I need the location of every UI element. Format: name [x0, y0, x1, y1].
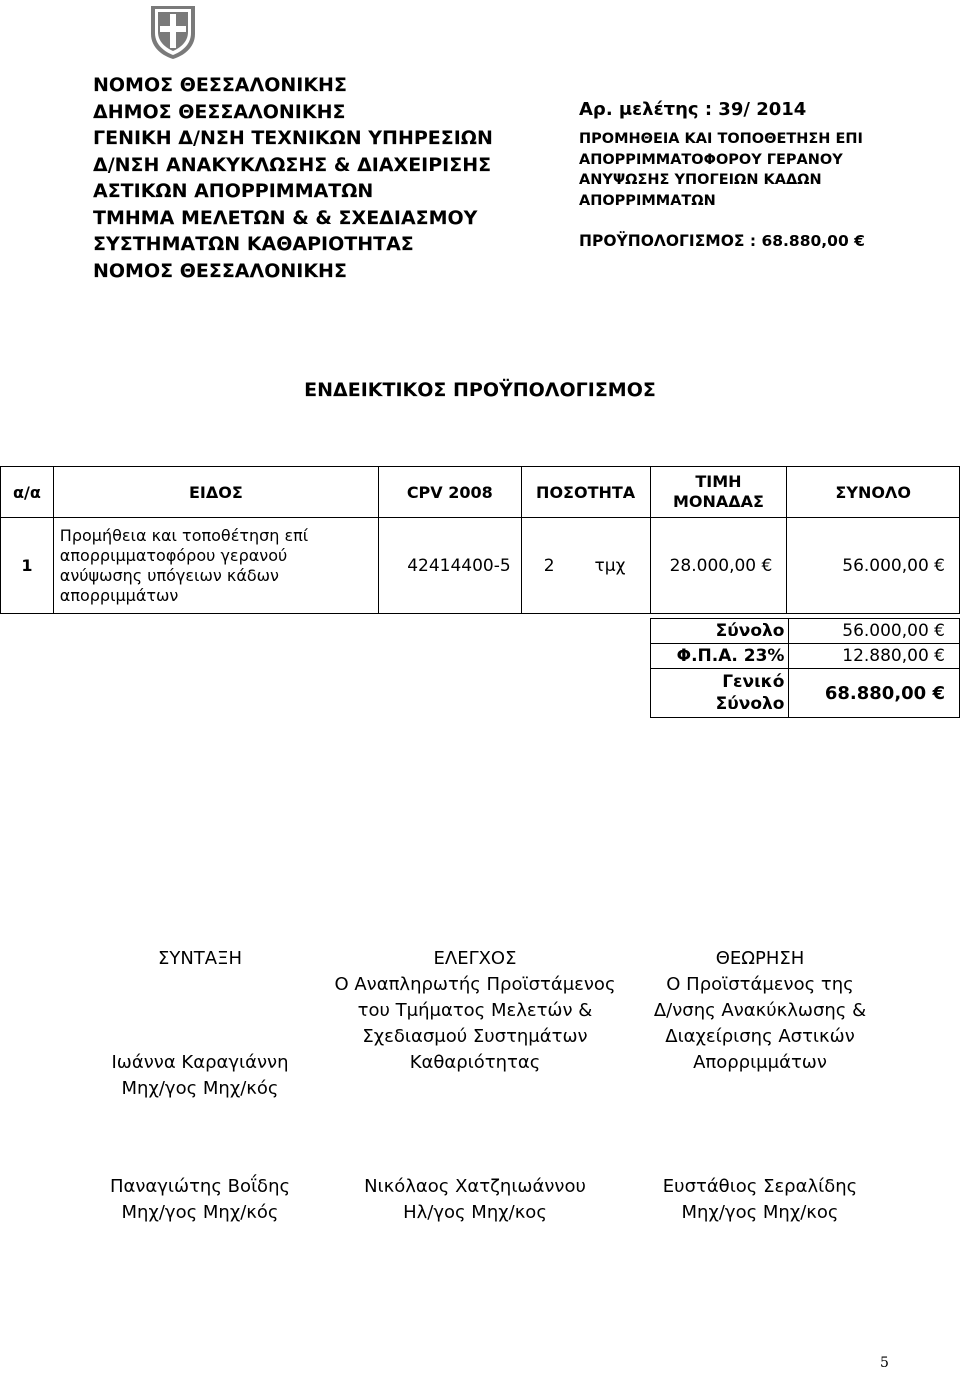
table-row: [1, 518, 960, 614]
grand-total-row: [651, 669, 960, 718]
subtotal-row: [651, 619, 960, 644]
summary-table: [650, 618, 960, 718]
project-line: ΑΠΟΡΡΙΜΜΑΤΩΝ: [579, 192, 716, 209]
signature-checked: [315, 946, 635, 1076]
signature-title: Μηχ/γος Μηχ/κός: [121, 1202, 279, 1223]
col-header-aa: α/α: [1, 467, 54, 518]
unit-price-header-line: ΜΟΝΑΔΑΣ: [672, 492, 764, 511]
col-header-quantity: ΠΟΣΟΤΗΤΑ: [521, 467, 650, 518]
description-line: ανύψωσης υπόγειων κάδων: [59, 565, 279, 585]
description-line: Προμήθεια και τοποθέτηση επί: [59, 525, 309, 545]
vat-value: 12.880,00 €: [789, 644, 960, 669]
vat-row: [651, 644, 960, 669]
subtotal-value: 56.000,00 €: [789, 619, 960, 644]
header-line: ΓΕΝΙΚΗ Δ/ΝΣΗ ΤΕΧΝΙΚΩΝ ΥΠΗΡΕΣΙΩΝ: [93, 127, 493, 149]
authority-header: [93, 72, 493, 284]
quantity-value: 2: [543, 555, 555, 576]
signature-line: ΣΥΝΤΑΞΗ: [157, 948, 243, 969]
signature-title: Μηχ/γος Μηχ/κος: [681, 1202, 839, 1223]
signature-line: [60, 998, 340, 1024]
col-header-unit-price: [650, 467, 787, 518]
signature-line: Σχεδιασμού Συστημάτων: [362, 1026, 588, 1047]
project-line: ΠΡΟΜΗΘΕΙΑ ΚΑΙ ΤΟΠΟΘΕΤΗΣΗ ΕΠΙ: [579, 131, 863, 147]
header-line: ΔΗΜΟΣ ΘΕΣΣΑΛΟΝΙΚΗΣ: [93, 100, 346, 123]
project-line: ΑΝΥΨΩΣΗΣ ΥΠΟΓΕΙΩΝ ΚΑΔΩΝ: [579, 172, 822, 188]
signature-line: Δ/νσης Ανακύκλωσης &: [653, 1000, 867, 1021]
description-line: απορριμμάτων: [59, 585, 179, 605]
quantity-cell: [521, 518, 650, 614]
subtotal-label: Σύνολο: [651, 619, 789, 644]
signature-name: Νικόλαος Χατζηιωάννου: [364, 1176, 586, 1197]
grand-total-label: [651, 669, 789, 718]
project-title: [579, 129, 863, 211]
signature-line: Καθαριότητας: [409, 1052, 541, 1073]
header-line: ΑΣΤΙΚΩΝ ΑΠΟΡΡΙΜΜΑΤΩΝ: [93, 180, 374, 202]
study-number: Αρ. μελέτης : 39/ 2014: [579, 99, 807, 120]
grand-total-value: 68.880,00 €: [789, 669, 960, 718]
signature-person-3: [620, 1174, 900, 1226]
item-description: [53, 518, 378, 614]
signature-title: Μηχ/γος Μηχ/κός: [121, 1078, 279, 1099]
header-line: ΝΟΜΟΣ ΘΕΣΣΑΛΟΝΙΚΗΣ: [93, 74, 347, 96]
signature-line: Ο Προϊστάμενος της: [666, 974, 854, 995]
col-header-total: ΣΥΝΟΛΟ: [787, 467, 960, 518]
signature-line: του Τμήματος Μελετών &: [357, 1000, 593, 1021]
signature-line: Διαχείρισης Αστικών: [665, 1026, 855, 1047]
signature-compiled: [60, 946, 340, 1102]
row-total: 56.000,00 €: [787, 518, 960, 614]
signature-name: Παναγιώτης Βοΐδης: [109, 1176, 291, 1197]
quantity-unit: τμχ: [594, 555, 626, 576]
page-number: 5: [880, 1355, 889, 1371]
signature-name: Ιωάννα Καραγιάννη: [111, 1052, 289, 1073]
grand-total-label-line: Γενικό: [722, 672, 785, 692]
header-line: Δ/ΝΣΗ ΑΝΑΚΥΚΛΩΣΗΣ & ΔΙΑΧΕΙΡΙΣΗΣ: [93, 153, 492, 176]
signature-line: ΕΛΕΓΧΟΣ: [433, 948, 517, 969]
document-title: ΕΝΔΕΙΚΤΙΚΟΣ ΠΡΟΫΠΟΛΟΓΙΣΜΟΣ: [304, 379, 656, 401]
budget-table: [0, 466, 960, 614]
project-line: ΑΠΟΡΡΙΜΜΑΤΟΦΟΡΟΥ ΓΕΡΑΝΟΥ: [579, 151, 843, 168]
header-line: ΤΜΗΜΑ ΜΕΛΕΤΩΝ & & ΣΧΕΔΙΑΣΜΟΥ: [93, 206, 478, 229]
signature-person-2: [315, 1174, 635, 1226]
coat-of-arms-icon: [147, 4, 199, 60]
grand-total-label-line: Σύνολο: [715, 694, 785, 714]
unit-price-header-line: ΤΙΜΗ: [695, 472, 742, 491]
col-header-cpv: CPV 2008: [378, 467, 521, 518]
signature-line: ΘΕΩΡΗΣΗ: [715, 948, 805, 969]
unit-price: 28.000,00 €: [650, 518, 787, 614]
header-line: ΝΟΜΟΣ ΘΕΣΣΑΛΟΝΙΚΗΣ: [93, 259, 347, 282]
signature-approved: [620, 946, 900, 1076]
description-line: απορριμματοφόρου γερανού: [59, 545, 288, 565]
cpv-code: 42414400-5: [378, 518, 521, 614]
budget-total: ΠΡΟΫΠΟΛΟΓΙΣΜΟΣ : 68.880,00 €: [579, 232, 865, 250]
signature-title: Ηλ/γος Μηχ/κος: [403, 1202, 547, 1223]
signature-line: [60, 972, 340, 998]
vat-label: Φ.Π.Α. 23%: [651, 644, 789, 669]
header-line: ΣΥΣΤΗΜΑΤΩΝ ΚΑΘΑΡΙΟΤΗΤΑΣ: [93, 233, 414, 255]
signature-name: Ευστάθιος Σεραλίδης: [662, 1176, 858, 1197]
signature-line: Ο Αναπληρωτής Προϊστάμενος: [334, 974, 616, 995]
col-header-item: ΕΙΔΟΣ: [53, 467, 378, 518]
row-number: 1: [1, 518, 54, 614]
signature-line: [60, 1024, 340, 1050]
signature-line: Απορριμμάτων: [693, 1052, 827, 1073]
table-header-row: [1, 467, 960, 518]
signature-person-1: [60, 1174, 340, 1226]
